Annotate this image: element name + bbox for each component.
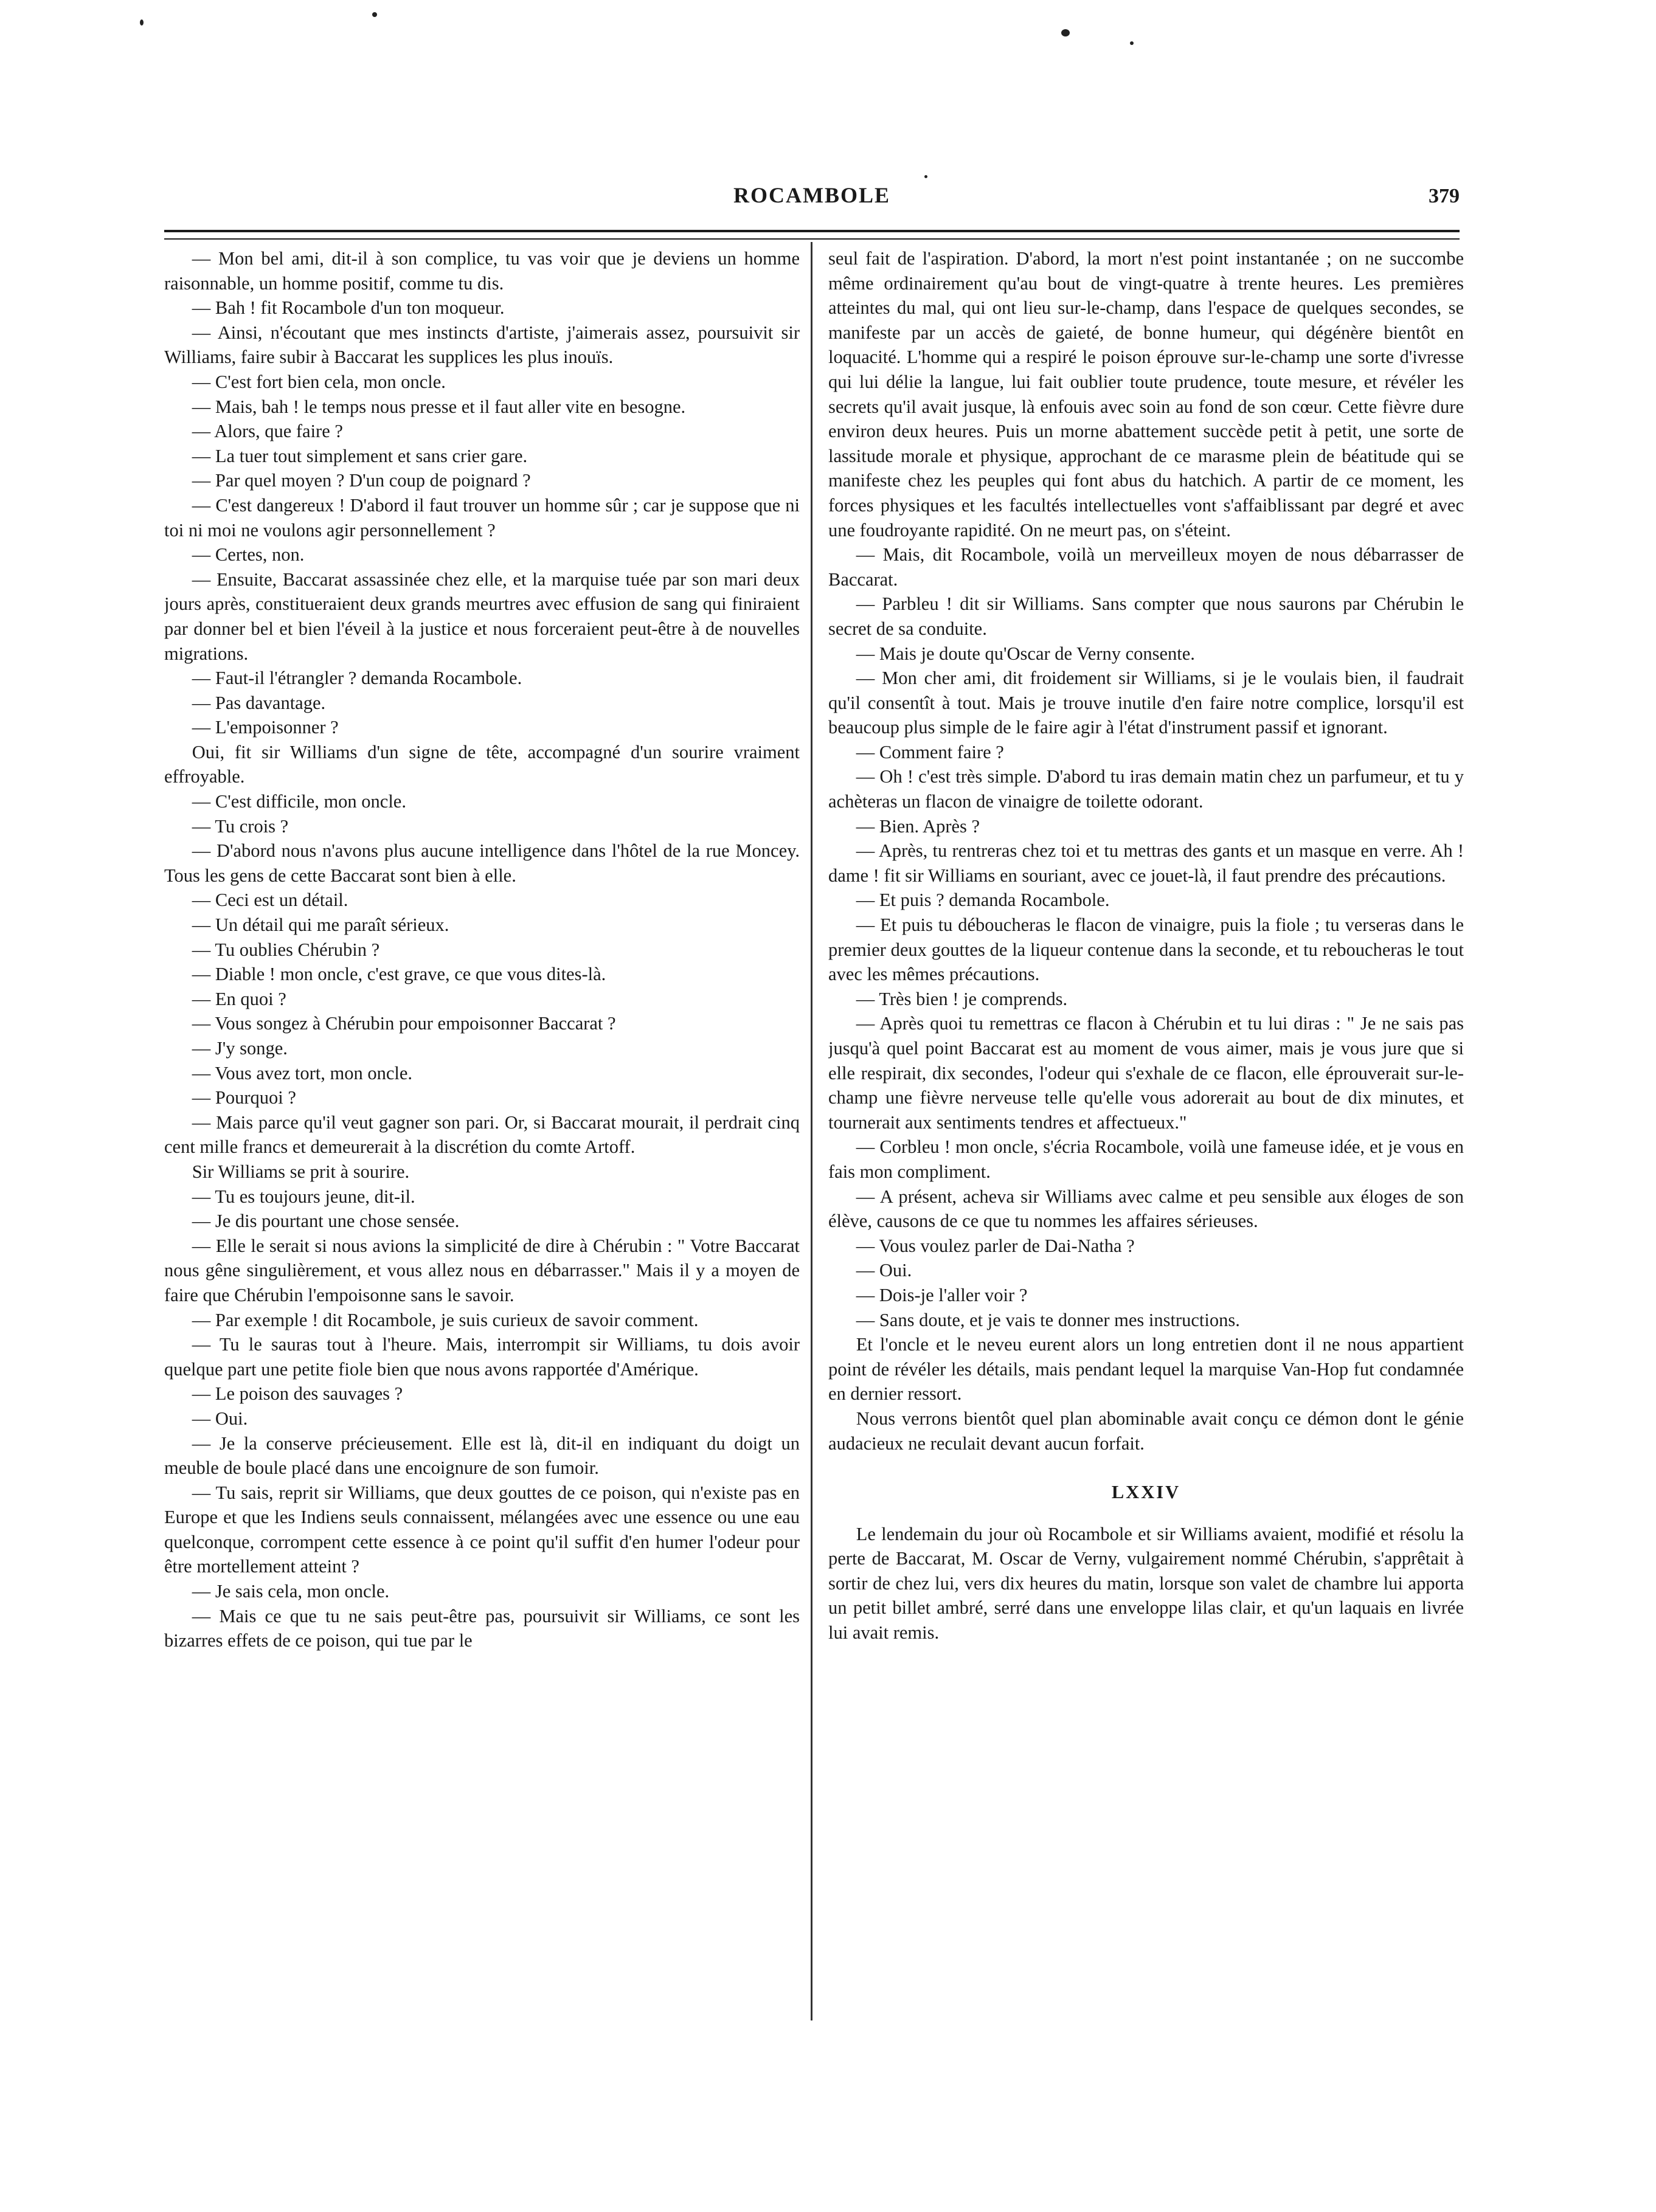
page-header [164, 182, 1460, 225]
paragraph: — Ensuite, Baccarat assassinée chez elle, et la marquise tuée par son mari deux jours après, constitueraient deux grands meurtres avec effusion de sang qui finiraient par donner bel et bien l'éveil à la justice et nous forceraient peut-être à de nouvelles migrations. [164, 569, 800, 664]
paragraph: — Après quoi tu remettras ce flacon à Chérubin et tu lui diras : " Je ne sais pas jusqu'à quel point Baccarat est au moment de vous aimer, mais je vous jure que si elle respirait, dix secondes, l'odeur qui s'exhale de ce flacon, elle éprouverait sur-le-champ une fièvre nerveuse telle qu'elle vous adorerait au bout de dix minutes, et tournerait aux sentiments tendres et affectueux." [828, 1013, 1464, 1133]
paragraph: — L'empoisonner ? [192, 717, 339, 738]
paragraph: — La tuer tout simplement et sans crier gare. [192, 445, 528, 466]
paragraph: — Ceci est un détail. [192, 890, 348, 911]
paragraph: — Après, tu rentreras chez toi et tu mettras des gants et un masque en verre. Ah ! dame ! fit sir Williams en souriant, avec ce jouet-là, il faut prendre des précautions. [828, 840, 1464, 886]
paragraph: — Alors, que faire ? [192, 421, 343, 442]
paragraph: — Dois-je l'aller voir ? [856, 1284, 1028, 1305]
paragraph: — Tu sais, reprit sir Williams, que deux gouttes de ce poison, qui n'existe pas en Europe et que les Indiens seuls connaissent, mélangées avec une essence ou une eau quelconque, corrompent cette essence à ce point qu'il suffit d'en humer l'odeur pour être mortellement atteint ? [164, 1482, 800, 1577]
ink-speck [1061, 29, 1070, 36]
column-divider [811, 242, 812, 2020]
paragraph: — Pas davantage. [192, 692, 326, 713]
paragraph: Sir Williams se prit à sourire. [192, 1161, 410, 1182]
paragraph: Et l'oncle et le neveu eurent alors un long entretien dont il ne nous appartient point de révéler les détails, mais pendant lequel la marquise Van-Hop fut condamnée en dernier ressort. [828, 1334, 1464, 1405]
paragraph: — Parbleu ! dit sir Williams. Sans compter que nous saurons par Chérubin le secret de sa conduite. [828, 593, 1464, 639]
chapter-paragraph: Le lendemain du jour où Rocambole et sir Williams avaient, modifié et résolu la perte de Baccarat, M. Oscar de Verny, vulgairement nommé Chérubin, s'apprêtait à sortir de chez lui, vers dix heures du matin, lorsque son valet de chambre lui apporta un petit billet ambré, serré dans une enveloppe lilas clair, et qu'un laquais en livrée lui avait remis. [828, 1523, 1464, 1643]
paragraph: — Diable ! mon oncle, c'est grave, ce que vous dites-là. [192, 964, 606, 985]
paragraph: — Mais ce que tu ne sais peut-être pas, poursuivit sir Williams, ce sont les bizarres effets de ce poison, qui tue par le [164, 1605, 800, 1651]
page-number: 379 [1429, 185, 1460, 207]
paragraph: — Sans doute, et je vais te donner mes instructions. [856, 1309, 1240, 1330]
paragraph: — Oh ! c'est très simple. D'abord tu iras demain matin chez un parfumeur, et tu y achèteras un flacon de vinaigre de toilette odorant. [828, 766, 1464, 812]
running-title: ROCAMBOLE [733, 183, 890, 207]
ink-speck [372, 12, 377, 17]
paragraph: — Tu le sauras tout à l'heure. Mais, interrompit sir Williams, tu dois avoir quelque part une petite fiole bien que nous avons rapportée d'Amérique. [164, 1334, 800, 1380]
paragraph: — Le poison des sauvages ? [192, 1383, 403, 1405]
paragraph: — C'est fort bien cela, mon oncle. [192, 371, 446, 392]
paragraph: — Je la conserve précieusement. Elle est là, dit-il en indiquant du doigt un meuble de boule placé dans une encoignure de son fumoir. [164, 1433, 800, 1479]
paragraph: — Corbleu ! mon oncle, s'écria Rocambole, voilà une fameuse idée, et je vous en fais mon compliment. [828, 1136, 1464, 1182]
paragraph: — Oui. [192, 1408, 248, 1429]
paragraph: — Tu es toujours jeune, dit-il. [192, 1186, 415, 1207]
paragraph: — Mais, dit Rocambole, voilà un merveilleux moyen de nous débarrasser de Baccarat. [828, 544, 1464, 590]
paragraph: — Mais parce qu'il veut gagner son pari. Or, si Baccarat mourait, il perdrait cinq cent mille francs et demeurerait à la discrétion du comte Artoff. [164, 1111, 800, 1158]
paragraph: — Mais, bah ! le temps nous presse et il faut aller vite en besogne. [192, 396, 686, 417]
paragraph: Nous verrons bientôt quel plan abominable avait conçu ce démon dont le génie audacieux ne reculait devant aucun forfait. [828, 1408, 1464, 1454]
left-column [164, 246, 800, 2022]
paragraph: — Je dis pourtant une chose sensée. [192, 1211, 460, 1232]
ink-speck [140, 19, 144, 26]
header-rule [164, 230, 1460, 240]
paragraph: — Je sais cela, mon oncle. [192, 1581, 390, 1602]
paragraph: — Vous voulez parler de Dai-Natha ? [856, 1235, 1135, 1256]
paragraph: — Très bien ! je comprends. [856, 988, 1068, 1009]
paragraph: — Bien. Après ? [856, 815, 980, 837]
paragraph: — Vous songez à Chérubin pour empoisonner Baccarat ? [192, 1013, 616, 1034]
paragraph: — Bah ! fit Rocambole d'un ton moqueur. [192, 297, 505, 319]
paragraph: — Et puis ? demanda Rocambole. [856, 890, 1110, 911]
paragraph: — C'est difficile, mon oncle. [192, 791, 406, 812]
paragraph: — Un détail qui me paraît sérieux. [192, 914, 449, 936]
paragraph: — A présent, acheva sir Williams avec calme et peu sensible aux éloges de son élève, causons de ce que tu nommes les affaires sérieuses. [828, 1186, 1464, 1232]
paragraph: — Par exemple ! dit Rocambole, je suis curieux de savoir comment. [192, 1309, 699, 1330]
ink-speck [1130, 41, 1134, 45]
paragraph: — Pourquoi ? [192, 1087, 296, 1108]
paragraph: — Oui. [856, 1260, 912, 1281]
right-column [828, 246, 1464, 2022]
paragraph: — J'y songe. [192, 1038, 288, 1059]
paragraph: — D'abord nous n'avons plus aucune intelligence dans l'hôtel de la rue Moncey. Tous les gens de cette Baccarat sont bien à elle. [164, 840, 800, 886]
paragraph: — Mon cher ami, dit froidement sir Williams, si je le voulais bien, il faudrait qu'il consentît à tout. Mais je trouve inutile d'en faire notre complice, lorsqu'il est beaucoup plus simple de le faire agir à l'état d'instrument passif et ignorant. [828, 668, 1464, 738]
paragraph: — Mon bel ami, dit-il à son complice, tu vas voir que je deviens un homme raisonnable, un homme positif, comme tu dis. [164, 248, 800, 294]
paragraph: — En quoi ? [192, 988, 286, 1009]
paragraph: — C'est dangereux ! D'abord il faut trouver un homme sûr ; car je suppose que ni toi ni moi ne voulons agir personnellement ? [164, 494, 800, 541]
paragraph: Oui, fit sir Williams d'un signe de tête, accompagné d'un sourire vraiment effroyable. [164, 741, 800, 787]
paragraph: — Et puis tu déboucheras le flacon de vinaigre, puis la fiole ; tu verseras dans le premier deux gouttes de la liqueur contenue dans la seconde, et tu reboucheras le tout avec les mêmes précautions. [828, 914, 1464, 985]
paragraph: — Certes, non. [192, 544, 305, 565]
chapter-heading: LXXIV [1111, 1482, 1181, 1503]
paragraph: — Elle le serait si nous avions la simplicité de dire à Chérubin : " Votre Baccarat nous gêne singulièrement, et vous allez nous en débarrasser." Mais il y a moyen de faire que Chérubin l'empoisonne sans le savoir. [164, 1235, 800, 1305]
paragraph: seul fait de l'aspiration. D'abord, la mort n'est point instantanée ; on ne succombe même ordinairement qu'au bout de vingt-quatre à trente heures. Les premières atteintes du mal, qui ont lieu sur-le-champ, dans l'espace de quelques secondes, se manifeste par un accès de gaieté, de bonne humeur, qui dégénère bientôt en loquacité. L'homme qui a respiré le poison éprouve sur-le-champ une sorte d'ivresse qui lui délie la langue, lui fait oublier toute prudence, toute mesure, et révéler les secrets qu'il avait jusque, là enfouis avec soin au fond de son cœur. Cette fièvre dure environ deux heures. Puis un morne abattement succède petit à petit, une sorte de lassitude morale et physique, approchant de ce marasme plein de béatitude qui se manifeste chez les peuples qui font abus du hatchich. A partir de ce moment, les forces physiques et les facultés intellectuelles vont s'affaiblissant par degré et avec une foudroyante rapidité. On ne meurt pas, on s'éteint. [828, 248, 1464, 541]
paragraph: — Comment faire ? [856, 741, 1004, 762]
paragraph: — Tu oublies Chérubin ? [192, 939, 380, 960]
paragraph: — Faut-il l'étrangler ? demanda Rocambole. [192, 668, 522, 689]
paragraph: — Mais je doute qu'Oscar de Verny consente. [856, 643, 1195, 664]
paragraph: — Par quel moyen ? D'un coup de poignard ? [192, 470, 531, 491]
paragraph: — Vous avez tort, mon oncle. [192, 1062, 413, 1084]
ink-speck [924, 175, 927, 178]
paragraph: — Ainsi, n'écoutant que mes instincts d'artiste, j'aimerais assez, poursuivit sir Williams, faire subir à Baccarat les supplices les plus inouïs. [164, 322, 800, 368]
paragraph: — Tu crois ? [192, 815, 289, 837]
